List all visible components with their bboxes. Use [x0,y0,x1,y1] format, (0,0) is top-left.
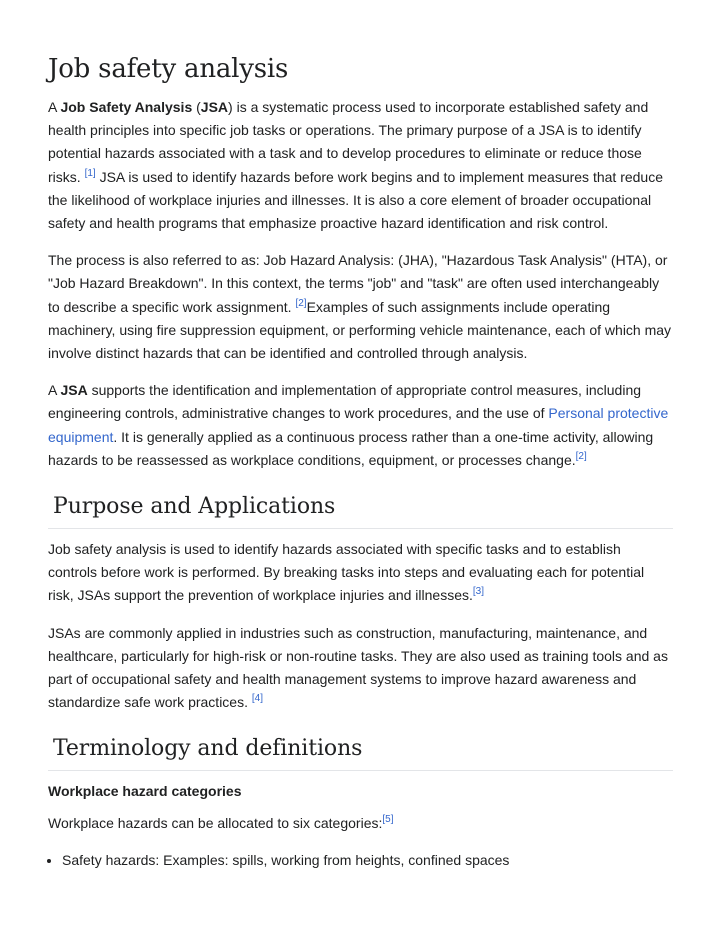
citation-link-1[interactable]: [1] [84,167,96,179]
citation-link-3[interactable]: [3] [472,586,484,598]
text-run: ) is a systematic process used to incorporate established safety and health principles into specific job tasks or operations. The primary purpose of a JSA is to identify potential hazards associated with a task and to develop procedures to eliminate or reduce those risks. [48,99,649,185]
intro-paragraph-1 [48,96,673,235]
intro-paragraph-3 [48,379,673,472]
text-run: Examples of such assignments include operating machinery, using fire suppression equipment, or performing vehicle maintenance, each of which may involve distinct hazards that can be identified and controlled through analysis. [48,298,672,362]
subheading-hazard-categories: Workplace hazard categories [48,783,242,800]
intro-paragraph-2 [48,249,673,365]
text-run: supports the identification and implementation of appropriate control measures, including engineering controls, administrative changes to work procedures, and the use of [48,382,642,422]
citation-link-2[interactable]: [2] [295,297,307,309]
text-run: JSAs are commonly applied in industries such as construction, manufacturing, maintenance, and healthcare, particularly for high-risk or non-routine tasks. They are also used as training tools and as part of occupational safety and health management systems to improve hazard awareness and standardize safe work practices. [48,624,668,711]
citation-link-4[interactable]: [4] [251,693,263,705]
text-run: The process is also referred to as: Job Hazard Analysis: (JHA), "Hazardous Task Analysis" (HTA), or "Job Hazard Breakdown". In this context, the terms "job" and "task" are often used interchangeably to describe a specific work assignment. [48,252,668,315]
text-run: ( [192,99,201,115]
bold-term-jsa: JSA [200,99,229,115]
page-title: Job safety analysis [48,54,289,84]
text-run: A [48,99,61,115]
purpose-paragraph-2 [48,622,673,715]
text-run: . It is generally applied as a continuous process rather than a one-time activity, allowing hazards to be reassessed as workplace conditions, equipment, or processes change. [48,428,654,468]
section-heading-purpose: Purpose and Applications [48,492,673,529]
hazard-category-list [48,849,673,872]
text-run: Job safety analysis is used to identify hazards associated with specific tasks and to establish controls before work is performed. By breaking tasks into steps and evaluating each for potential risk, JSAs support the prevention of workplace injuries and illnesses. [48,541,645,604]
purpose-paragraph-1 [48,538,673,608]
ppe-link[interactable]: Personal protective equipment [48,405,669,445]
citation-link-2[interactable]: [2] [575,450,587,462]
text-run: Workplace hazards can be allocated to six categories: [48,814,383,831]
bold-term-jsa-full: Job Safety Analysis [60,99,193,115]
terminology-paragraph-1 [48,812,673,835]
section-heading-terminology: Terminology and definitions [48,734,673,771]
bold-term-jsa: JSA [60,382,88,399]
citation-link-5[interactable]: [5] [382,813,394,825]
text-run: A [48,382,61,399]
text-run: JSA is used to identify hazards before work begins and to implement measures that reduce the likelihood of workplace injuries and illnesses. It is also a core element of broader occupational safety and health programs that emphasize proactive hazard identification and risk control. [48,168,663,232]
list-item: • Safety hazards: Examples: spills, working from heights, confined spaces [62,849,673,872]
